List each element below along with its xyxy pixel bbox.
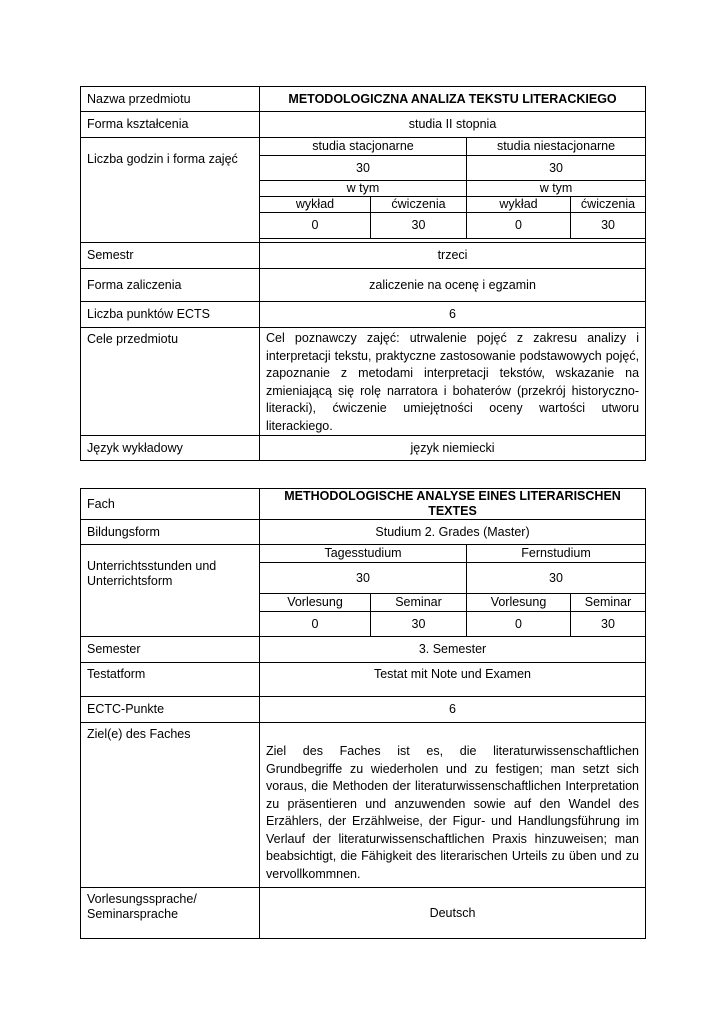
goals-label: Ziel(e) des Faches: [81, 723, 260, 888]
lecture-hours: 0: [467, 612, 571, 637]
seminar-hours: 30: [571, 612, 646, 637]
semester-value: 3. Semester: [260, 637, 646, 663]
course-table-polish: [80, 86, 646, 461]
part-time-including: w tym: [467, 181, 646, 197]
hours-label: Unterrichtsstunden und Unterrichtsform: [81, 545, 260, 637]
assessment-value: Testat mit Note und Examen: [260, 663, 646, 697]
lecture-header: wykład: [467, 197, 571, 213]
full-time-total: 30: [260, 563, 467, 594]
form-value: studia II stopnia: [260, 112, 646, 138]
exercises-hours: 30: [571, 213, 646, 239]
assessment-label: Forma zaliczenia: [81, 269, 260, 302]
lecture-hours: 0: [260, 213, 371, 239]
lecture-header: wykład: [260, 197, 371, 213]
subject-value: METHODOLOGISCHE ANALYSE EINES LITERARISCHEN TEXTES: [260, 489, 646, 520]
part-time-total: 30: [467, 156, 646, 181]
goals-value: Ziel des Faches ist es, die literaturwissenschaftlichen Grundbegriffe zu wiederholen und zu festigen; man setzt sich voraus, die Methoden der literaturwissenschaftlichen Interpretation zu präsentieren und anzuwenden sowie auf den Wandel des Erzählers, der Erzählweise, der Figur- und Handlungsführung im Verlauf der literaturwissenschaftlichen Praxis hinzuweisen; man beabsichtigt, die Fähigkeit des literarischen Urteils zu üben und zu vervollkommnen.: [260, 723, 646, 888]
full-time-header: Tagesstudium: [260, 545, 467, 563]
seminar-header: Seminar: [371, 594, 467, 612]
form-label: Bildungsform: [81, 520, 260, 545]
full-time-total: 30: [260, 156, 467, 181]
part-time-total: 30: [467, 563, 646, 594]
form-label: Forma kształcenia: [81, 112, 260, 138]
full-time-header: studia stacjonarne: [260, 138, 467, 156]
exercises-header: ćwiczenia: [371, 197, 467, 213]
goals-value: Cel poznawczy zajęć: utrwalenie pojęć z zakresu analizy i interpretacji tekstu, praktyczne zastosowanie podstawowych pojęć, zapoznanie z metodami interpretacji tekstów, wskazanie na zmieniającą się rolę narratora i bohaterów (przekrój historyczno-literacki), ćwiczenie umiejętności oceny wartości utworu literackiego.: [260, 328, 646, 436]
language-value: Deutsch: [260, 888, 646, 939]
language-value: język niemiecki: [260, 436, 646, 461]
subject-value: METODOLOGICZNA ANALIZA TEKSTU LITERACKIEGO: [260, 87, 646, 112]
semester-value: trzeci: [260, 243, 646, 269]
ects-label: ECTC-Punkte: [81, 697, 260, 723]
seminar-header: Seminar: [571, 594, 646, 612]
full-time-including: w tym: [260, 181, 467, 197]
part-time-header: studia niestacjonarne: [467, 138, 646, 156]
course-table-german: [80, 488, 646, 939]
ects-value: 6: [260, 302, 646, 328]
semester-label: Semester: [81, 637, 260, 663]
language-label: Vorlesungssprache/ Seminarsprache: [81, 888, 260, 939]
exercises-header: ćwiczenia: [571, 197, 646, 213]
lecture-hours: 0: [467, 213, 571, 239]
subject-label: Fach: [81, 489, 260, 520]
assessment-value: zaliczenie na ocenę i egzamin: [260, 269, 646, 302]
lecture-hours: 0: [260, 612, 371, 637]
exercises-hours: 30: [371, 213, 467, 239]
form-value: Studium 2. Grades (Master): [260, 520, 646, 545]
subject-label: Nazwa przedmiotu: [81, 87, 260, 112]
semester-label: Semestr: [81, 243, 260, 269]
language-label: Język wykładowy: [81, 436, 260, 461]
ects-label: Liczba punktów ECTS: [81, 302, 260, 328]
ects-value: 6: [260, 697, 646, 723]
hours-label: Liczba godzin i forma zajęć: [81, 138, 260, 243]
lecture-header: Vorlesung: [260, 594, 371, 612]
assessment-label: Testatform: [81, 663, 260, 697]
goals-label: Cele przedmiotu: [81, 328, 260, 436]
lecture-header: Vorlesung: [467, 594, 571, 612]
seminar-hours: 30: [371, 612, 467, 637]
part-time-header: Fernstudium: [467, 545, 646, 563]
